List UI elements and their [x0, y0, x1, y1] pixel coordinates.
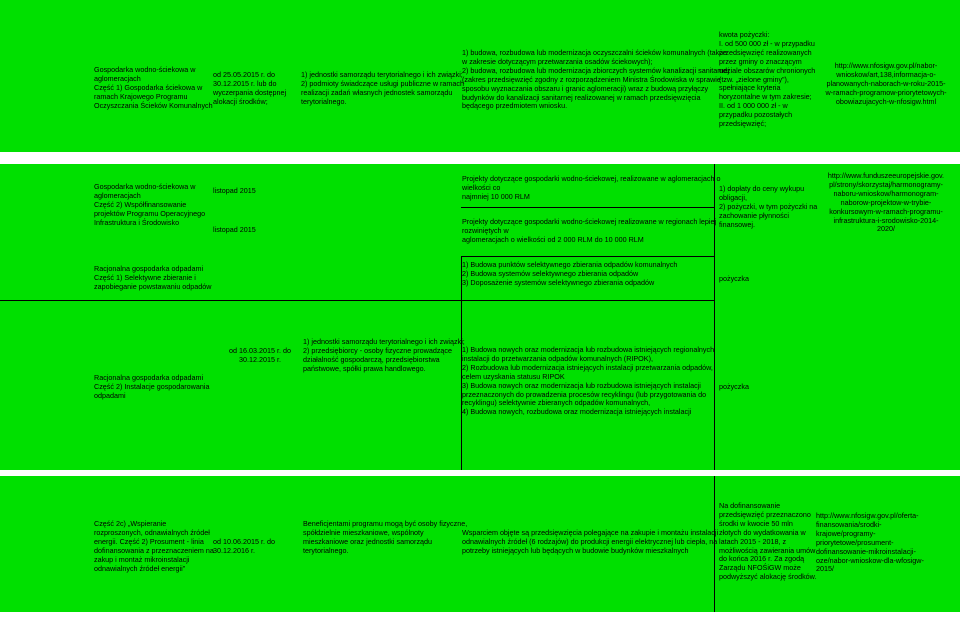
- text-line: od 10.06.2015 r. do: [213, 537, 275, 546]
- text-line: 1) jednostki samorządu terytorialnego i ich związki;: [301, 70, 463, 79]
- text-line: 4) Budowa nowych, rozbudowa oraz modernizacja istniejących instalacji: [462, 407, 692, 417]
- link-line[interactable]: krajowe/programy-: [816, 528, 876, 538]
- row3-beneficiaries: [303, 338, 465, 374]
- text-line: Część 2) Współfinansowanie: [94, 199, 187, 209]
- border-row3-mid-a: [0, 300, 461, 301]
- text-line: zapobieganie powstawaniu odpadów: [94, 281, 212, 291]
- text-line: latach 2015 - 2018, z: [719, 536, 787, 546]
- text-line: pożyczka: [719, 274, 749, 283]
- text-line: pożyczka: [719, 382, 749, 391]
- text-line: możliwością zawierania umów: [719, 545, 816, 555]
- text-line: wielkości co: [462, 182, 501, 192]
- text-line: 1) dopłaty do ceny wykupu: [719, 184, 805, 193]
- text-line: przedsięwzięć realizowanych: [719, 47, 812, 57]
- link-line[interactable]: naboru-wnioskow/harmonogram-: [833, 188, 939, 198]
- text-line: rozwiniętych w: [462, 225, 509, 235]
- text-line: 3) Budowa nowych oraz modernizacja lub rozbudowa istniejących instalacji: [462, 380, 701, 390]
- row1-scope: [462, 49, 729, 111]
- text-line: instalacji do przetwarzania odpadów komunalnych (RIPOK),: [462, 353, 653, 363]
- link-line[interactable]: wnioskow/art,138,informacja-o-: [836, 69, 936, 79]
- text-line: spełniające kryteria: [719, 83, 781, 93]
- text-line: horyzontalne w tym zakresie;: [719, 92, 812, 102]
- text-line: wyczerpania dostępnej: [213, 87, 287, 97]
- text-line: Oczyszczania Ścieków Komunalnych: [94, 100, 213, 110]
- text-line: odpadami: [94, 390, 126, 400]
- link-line[interactable]: obowiazujacych-w-nfosigw.html: [835, 96, 937, 106]
- text-line: państwowe, spółki prawa handlowego.: [303, 363, 426, 373]
- text-line: przeznaczonych do prowadzenia procesów recyklingu (lub przygotowania do: [462, 389, 707, 399]
- row4-beneficiaries: [303, 520, 467, 556]
- row1-program: [94, 66, 213, 111]
- text-line: 30.12.2016 r.: [213, 545, 255, 555]
- border-row3-mid-b: [461, 300, 714, 301]
- text-line: listopad 2015: [213, 225, 256, 234]
- text-line: projektów Programu Operacyjnego: [94, 208, 206, 218]
- row1-dates: [213, 71, 286, 107]
- link-line[interactable]: dofinansowanie-mikroinstalacji-: [816, 546, 916, 556]
- link-line[interactable]: 2020/: [877, 224, 895, 234]
- row1-form: [719, 31, 815, 129]
- text-line: (tzw. „zielone gminy”),: [719, 74, 789, 84]
- text-line: w zakresie dotyczącym przetwarzania osadów ściekowych);: [462, 56, 653, 66]
- text-line: Część 1) Gospodarka ściekowa w: [94, 82, 203, 92]
- text-line: przypadku pozostałych: [719, 110, 793, 120]
- text-line: Projekty dotyczące gospodarki wodno-ściekowej realizowane w regionach lepiej: [462, 217, 717, 226]
- text-line: Wsparciem objęte są przedsięwzięcia polegające na zakupie i montażu instalacji: [462, 528, 719, 537]
- text-line: Racjonalna gospodarka odpadami: [94, 373, 204, 382]
- text-line: od 16.03.2015 r. do: [229, 346, 291, 355]
- text-line: 3) Doposażenie systemów selektywnego zbierania odpadów: [462, 277, 655, 287]
- text-line: (zakres przedsięwzięć zgodny z rozporządzeniem Ministra Środowiska w sprawie: [462, 74, 721, 84]
- text-line: Część 2c) „Wspieranie: [94, 519, 167, 528]
- text-line: Zarządu NFOŚiGW może: [719, 563, 801, 573]
- text-line: 2) Rozbudowa lub modernizacja istniejących instalacji przetwarzania odpadów,: [462, 362, 713, 372]
- row3-form-b: [719, 383, 749, 392]
- text-line: 2) przedsiębiorcy - osoby fizyczne prowadzące: [303, 345, 453, 355]
- row2-form: [719, 185, 817, 230]
- text-line: Gospodarka wodno-ściekowa w: [94, 65, 196, 74]
- link-line[interactable]: http://www.funduszeeuropejskie.gov.: [827, 171, 945, 180]
- text-line: Beneficjentami programu mogą być osoby fizyczne,: [303, 519, 468, 528]
- row1-link[interactable]: [814, 62, 958, 107]
- text-line: odnawialnych źródeł (6 rodzajów) do produkcji energii elektrycznej lub ciepła, na: [462, 536, 718, 546]
- text-line: 30.12.2015 r. lub do: [213, 78, 277, 88]
- row2-date-a: [213, 187, 256, 196]
- text-line: 2) podmioty świadczące usługi publiczne w ramach: [301, 78, 464, 88]
- text-line: najmniej 10 000 RLM: [462, 191, 530, 201]
- row4-dates: [213, 538, 275, 556]
- link-line[interactable]: http://www.nfosigw.gov.pl/oferta-: [816, 511, 919, 520]
- link-line[interactable]: http://www.nfosigw.gov.pl/nabor-: [834, 61, 938, 70]
- text-line: przez gminy o znaczącym: [719, 56, 802, 66]
- link-line[interactable]: finansowania/srodki-: [816, 519, 882, 529]
- link-line[interactable]: planowanych-naborach-w-roku-2015-: [826, 78, 946, 88]
- text-line: listopad 2015: [213, 186, 256, 195]
- text-line: alokacji środków;: [213, 96, 268, 106]
- text-line: Na dofinansowanie: [719, 501, 781, 510]
- text-line: podwyższyć alokację środków.: [719, 572, 817, 582]
- text-line: II. od 1 000 000 zł - w: [719, 101, 788, 111]
- text-line: 2) budowa, rozbudowa lub modernizacja zbiorczych systemów kanalizacji sanitarnej: [462, 65, 730, 75]
- row3-dates: [220, 347, 300, 365]
- text-line: Część 2) Instalacje gospodarowania: [94, 381, 210, 391]
- text-line: 1) Budowa punktów selektywnego zbierania odpadów komunalnych: [462, 260, 678, 269]
- link-line[interactable]: priorytetowe/prosument-: [816, 537, 894, 547]
- text-line: złotych do wydatkowania w: [719, 527, 806, 537]
- text-line: środki w kwocie 50 mln: [719, 518, 793, 528]
- text-line: terytorialnego.: [301, 96, 347, 106]
- text-line: 1) budowa, rozbudowa lub modernizacja oczyszczalni ścieków komunalnych (także: [462, 48, 727, 57]
- text-line: I. od 500 000 zł - w przypadku: [719, 38, 815, 48]
- border-row2-3: [461, 256, 714, 257]
- text-line: Infrastruktura i Środowisko: [94, 217, 180, 227]
- text-line: rozproszonych, odnawialnych źródeł: [94, 527, 210, 537]
- row2-scope-b: [462, 218, 716, 245]
- link-line[interactable]: pl/strony/skorzystaj/harmonogramy-: [829, 179, 943, 189]
- text-line: Gospodarka wodno-ściekowa w: [94, 182, 196, 191]
- text-line: przedsięwzięć;: [719, 119, 767, 129]
- text-line: działalność gospodarczą, przedsiębiorstwa: [303, 354, 440, 364]
- text-line: celem uzyskania statusu RIPOK: [462, 371, 565, 381]
- text-line: mieszkaniowe oraz jednostki samorządu: [303, 536, 433, 546]
- text-line: 1) jednostki samorządu terytorialnego i ich związki;: [303, 337, 465, 346]
- text-line: kwota pożyczki:: [719, 30, 770, 39]
- text-line: terytorialnego.: [303, 545, 349, 555]
- text-line: 2) Budowa systemów selektywnego zbierania odpadów: [462, 268, 639, 278]
- row2-scope-a: [462, 175, 720, 202]
- text-line: Racjonalna gospodarka odpadami: [94, 264, 204, 273]
- link-line[interactable]: oze/nabor-wnioskow-dla-wfosigw-: [816, 555, 924, 565]
- text-line: ramach Krajowego Programu: [94, 91, 188, 101]
- text-line: obligacji,: [719, 192, 747, 202]
- text-line: odnawialnych źródeł energii”: [94, 563, 186, 573]
- row4-program: [94, 520, 214, 573]
- text-line: 2) pożyczki, w tym pożyczki na: [719, 201, 818, 211]
- link-line[interactable]: konkursowym-w-ramach-programu-: [829, 206, 943, 216]
- row3-scope-b: [462, 346, 714, 417]
- text-line: od 25.05.2015 r. do: [213, 70, 275, 79]
- text-line: Projekty dotyczące gospodarki wodno-ściekowej, realizowane w aglomeracjach o: [462, 174, 721, 183]
- border-v-form-r3: [714, 256, 715, 470]
- link-line[interactable]: infrastruktura-i-srodowisko-2014-: [833, 215, 939, 225]
- row3-program-b: [94, 374, 209, 401]
- text-line: 1) Budowa nowych oraz modernizacja lub rozbudowa istniejących regionalnych: [462, 345, 715, 354]
- row2-date-b: [213, 226, 256, 235]
- row3-form-a: [719, 275, 749, 284]
- text-line: energii. Część 2) Prosument - linia: [94, 536, 204, 546]
- text-line: aglomeracjach: [94, 73, 141, 83]
- text-line: dofinansowania z przeznaczeniem na: [94, 545, 214, 555]
- text-line: aglomeracjach o wielkości od 2 000 RLM do 10 000 RLM: [462, 234, 644, 244]
- row2-program: [94, 183, 205, 228]
- text-line: będącego przedmiotem wniosku.: [462, 101, 568, 111]
- text-line: sposobu wyznaczania obszaru i granic aglomeracji) wraz z budową przyłączy: [462, 83, 709, 93]
- row3-program-a: [94, 265, 212, 292]
- text-line: aglomeracjach: [94, 190, 141, 200]
- row4-form: [719, 502, 816, 582]
- text-line: udziale obszarów chronionych: [719, 65, 816, 75]
- text-line: budynków do kanalizacji sanitarnej realizowanej w ramach przedsięwzięcia: [462, 92, 701, 102]
- text-line: Część 1) Selektywne zbieranie i: [94, 272, 196, 282]
- border-scope-r2: [461, 207, 714, 208]
- row4-scope: [462, 529, 718, 556]
- text-line: 30.12.2015 r.: [239, 354, 281, 364]
- link-line[interactable]: 2015/: [816, 564, 834, 574]
- link-line[interactable]: naborow-projektow-w-trybie-: [840, 197, 932, 207]
- text-line: finansowej.: [719, 219, 755, 229]
- text-line: przedsięwzięć przeznaczono: [719, 509, 811, 519]
- text-line: realizacji zadań własnych jednostek samorządu: [301, 87, 453, 97]
- row3-scope-a: [462, 261, 677, 288]
- row4-link[interactable]: [816, 512, 924, 574]
- row1-beneficiaries: [301, 71, 464, 107]
- text-line: recyklingu) selektywnie zbieranych odpadów komunalnych,: [462, 398, 651, 408]
- text-line: zakup i montaż mikroinstalacji: [94, 554, 190, 564]
- text-line: do końca 2016 r. Za zgodą: [719, 554, 805, 564]
- row2-link[interactable]: [814, 172, 958, 234]
- text-line: zachowanie płynności: [719, 210, 789, 220]
- link-line[interactable]: w-ramach-programow-priorytetowych-: [825, 87, 947, 97]
- text-line: spółdzielnie mieszkaniowe, wspólnoty: [303, 527, 424, 537]
- text-line: potrzeby istniejących lub będących w budowie budynków mieszkalnych: [462, 545, 689, 555]
